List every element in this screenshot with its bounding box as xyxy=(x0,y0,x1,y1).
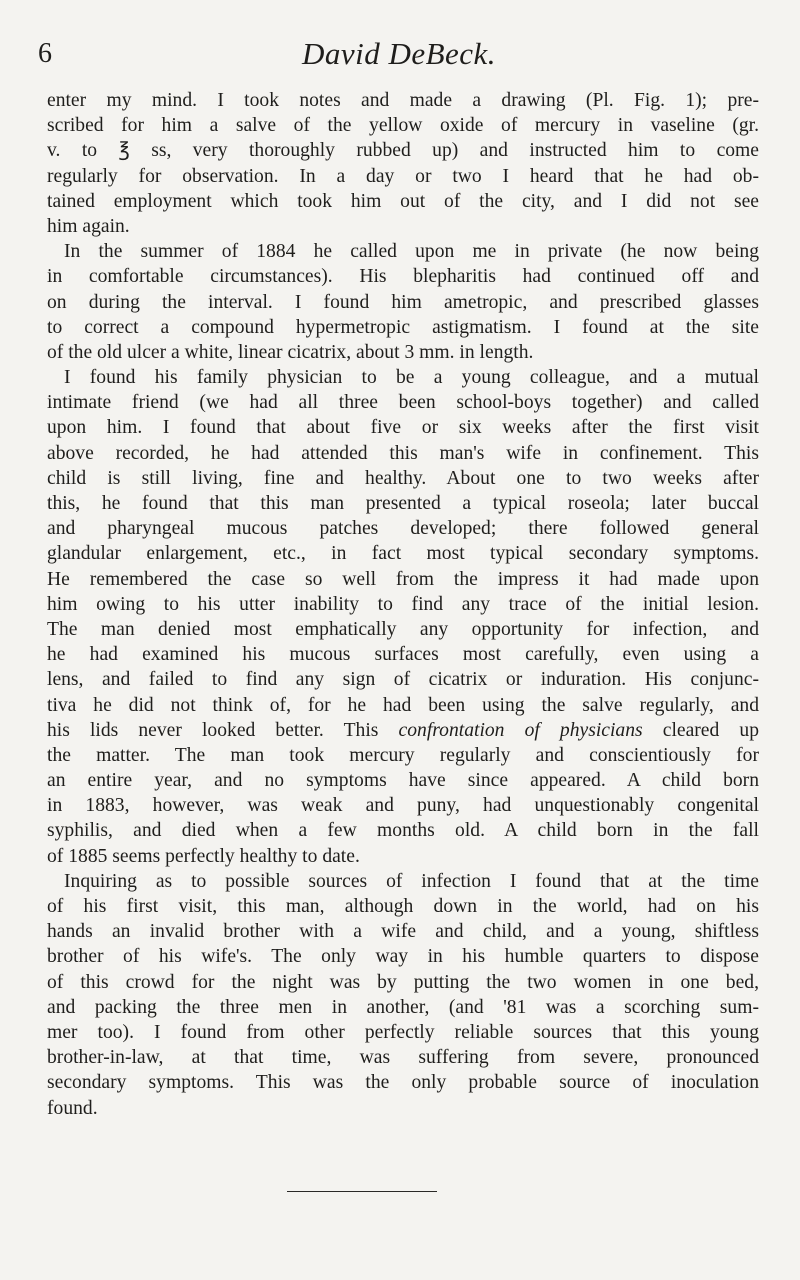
text-line: Inquiring as to possible sources of infection I found that at the time xyxy=(64,870,759,892)
text-fragment: his lids never looked better. This xyxy=(47,719,379,741)
text-line: him owing to his utter inability to find any trace of the initial lesion. xyxy=(47,593,759,615)
text-line: In the summer of 1884 he called upon me in private (he now being xyxy=(64,241,759,263)
body-text xyxy=(47,88,759,1121)
text-line: secondary symptoms. This was the only probable source of inoculation xyxy=(47,1072,759,1094)
text-line: enter my mind. I took notes and made a drawing (Pl. Fig. 1); pre- xyxy=(47,90,759,111)
text-line: syphilis, and died when a few months old. A child born in the fall xyxy=(47,820,759,842)
text-line: him again. xyxy=(47,215,130,237)
text-line: in 1883, however, was weak and puny, had unquestionably congenital xyxy=(47,795,759,817)
text-line: I found his family physician to be a young colleague, and a mutual xyxy=(64,367,759,389)
text-line: child is still living, fine and healthy. About one to two weeks after xyxy=(47,467,759,489)
text-line: this, he found that this man presented a typical roseola; later buccal xyxy=(47,493,759,514)
text-line: mer too). I found from other perfectly reliable sources that this young xyxy=(47,1021,759,1043)
text-line: the matter. The man took mercury regularly and conscientiously for xyxy=(47,744,759,766)
text-line: tained employment which took him out of the city, and I did not see xyxy=(47,190,759,212)
text-line: of his first visit, this man, although down in the world, had on his xyxy=(47,896,759,917)
text-line: of this crowd for the night was by putting the two women in one bed, xyxy=(47,971,759,993)
text-line: to correct a compound hypermetropic astigmatism. I found at the site xyxy=(47,316,759,338)
text-line: scribed for him a salve of the yellow oxide of mercury in vaseline (gr. xyxy=(47,115,759,137)
text-line: lens, and failed to find any sign of cicatrix or induration. His conjunc- xyxy=(47,669,759,691)
text-line: brother-in-law, at that time, was suffering from severe, pronounced xyxy=(47,1047,759,1069)
text-line: and packing the three men in another, (and '81 was a scorching sum- xyxy=(47,996,759,1018)
text-line xyxy=(47,718,759,743)
page-header xyxy=(38,36,760,76)
text-line: tiva he did not think of, for he had been using the salve regularly, and xyxy=(47,694,759,716)
text-line: The man denied most emphatically any opportunity for infection, and xyxy=(47,618,759,640)
text-line: on during the interval. I found him ametropic, and prescribed glasses xyxy=(47,291,759,313)
text-line: glandular enlargement, etc., in fact most typical secondary symptoms. xyxy=(47,543,759,565)
text-line: regularly for observation. In a day or two I heard that he had ob- xyxy=(47,165,759,187)
text-line: of 1885 seems perfectly healthy to date. xyxy=(47,845,360,867)
text-line: He remembered the case so well from the impress it had made upon xyxy=(47,568,759,590)
text-line: of the old ulcer a white, linear cicatrix, about 3 mm. in length. xyxy=(47,341,534,363)
running-head-title: David DeBeck. xyxy=(301,36,497,71)
text-line: upon him. I found that about five or six weeks after the first visit xyxy=(47,417,759,439)
text-line: v. to ℥ ss, very thoroughly rubbed up) and instructed him to come xyxy=(47,140,759,162)
italic-phrase: confrontation of physicians xyxy=(398,719,643,741)
text-line: an entire year, and no symptoms have since appeared. A child born xyxy=(47,770,759,792)
text-line: in comfortable circumstances). His blepharitis had continued off and xyxy=(47,266,759,288)
text-line: found. xyxy=(47,1097,98,1119)
text-fragment: cleared up xyxy=(662,719,759,741)
page-number: 6 xyxy=(38,38,52,69)
text-line: he had examined his mucous surfaces most carefully, even using a xyxy=(47,644,759,666)
text-line: intimate friend (we had all three been school-boys together) and called xyxy=(47,392,759,414)
text-line: brother of his wife's. The only way in his humble quarters to dispose xyxy=(47,946,759,968)
footer-rule-divider xyxy=(287,1191,437,1192)
text-line: hands an invalid brother with a wife and child, and a young, shiftless xyxy=(47,921,759,943)
text-line: above recorded, he had attended this man's wife in confinement. This xyxy=(47,442,759,464)
text-line: and pharyngeal mucous patches developed; there followed general xyxy=(47,518,759,540)
